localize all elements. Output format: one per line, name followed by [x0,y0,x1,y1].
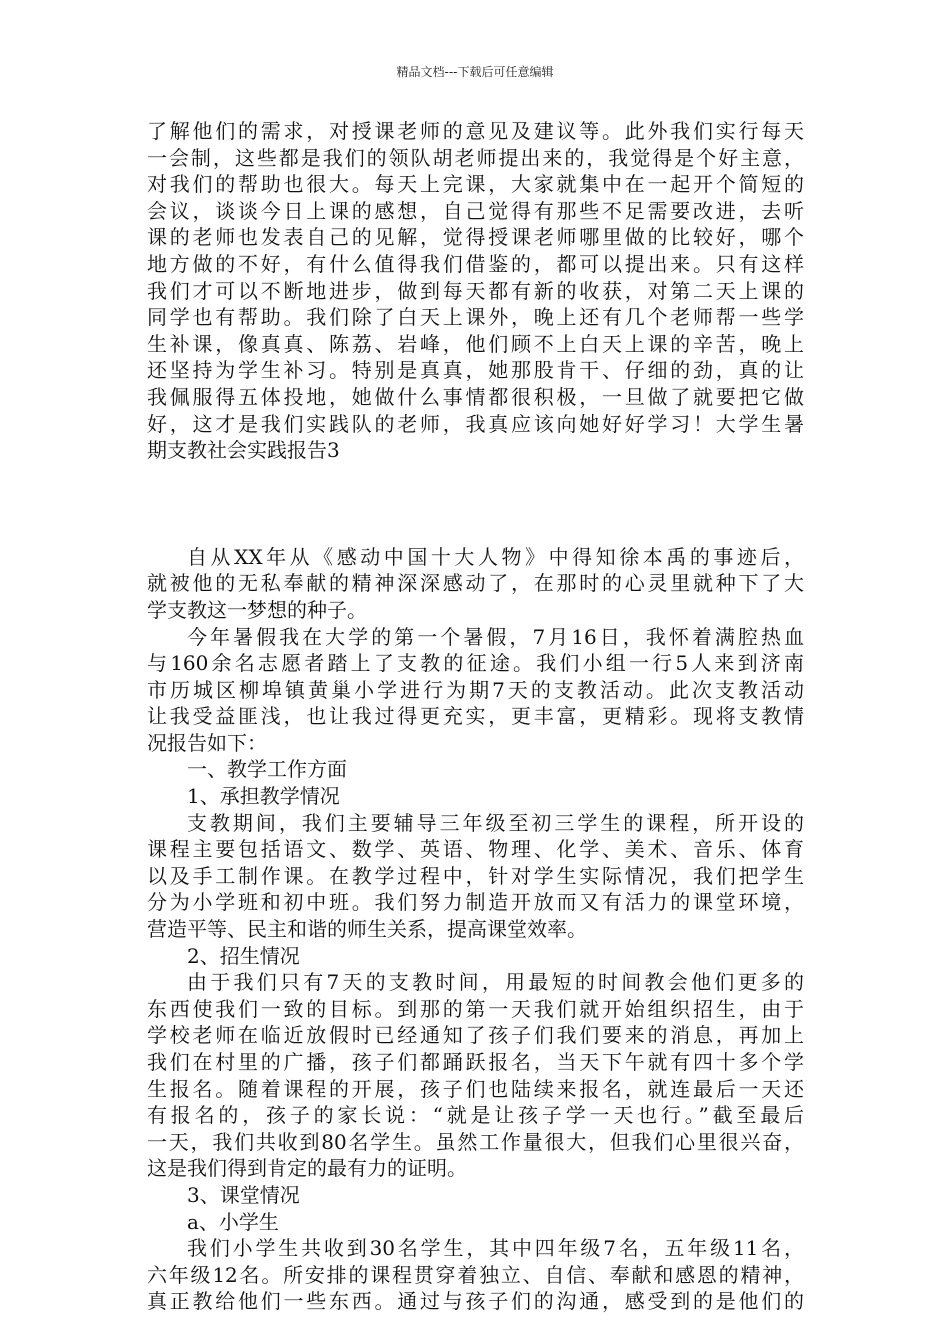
text-line: 真正教给他们一些东西。通过与孩子们的沟通，感受到的是他们的 [147,1289,804,1314]
text-line: 我佩服得五体投地，她做什么事情都很积极，一旦做了就要把它做 [147,384,804,409]
text-line: 地方做的不好，有什么值得我们借鉴的，都可以提出来。只有这样 [147,251,804,276]
text-line: 对我们的帮助也很大。每天上完课，大家就集中在一起开个简短的 [147,172,804,197]
document-body [147,118,804,1315]
text-line: 学支教这一梦想的种子。 [147,597,367,622]
text-line: 课程主要包括语文、数学、英语、物理、化学、美术、音乐、体育 [147,837,804,862]
text-line: 由于我们只有7天的支教时间，用最短的时间教会他们更多的 [187,970,804,995]
text-line: 这是我们得到肯定的最有力的证明。 [147,1156,467,1181]
text-line: a、小学生 [187,1209,279,1234]
text-line: 东西使我们一致的目标。到那的第一天我们就开始组织招生，由于 [147,996,804,1021]
page-header: 精品文档---下载后可任意编辑 [396,65,554,79]
text-line: 我们才可以不断地进步，做到每天都有新的收获，对第二天上课的 [147,278,804,303]
text-line: 会议，谈谈今日上课的感想，自己觉得有那些不足需要改进，去听 [147,198,804,223]
text-line: 课的老师也发表自己的见解，觉得授课老师哪里做的比较好，哪个 [147,225,804,250]
text-line: 让我受益匪浅，也让我过得更充实，更丰富，更精彩。现将支教情 [147,704,804,729]
text-line: 1、承担教学情况 [187,784,340,809]
text-line: 一、教学工作方面 [187,757,347,782]
text-line: 期支教社会实践报告3 [147,438,340,463]
text-line: 同学也有帮助。我们除了白天上课外，晚上还有几个老师帮一些学 [147,305,804,330]
text-line: 支教期间，我们主要辅导三年级至初三学生的课程，所开设的 [187,810,804,835]
text-line: 一天，我们共收到80名学生。虽然工作量很大，但我们心里很兴奋， [147,1129,804,1154]
text-line: 还坚持为学生补习。特别是真真，她那股肯干、仔细的劲，真的让 [147,358,804,383]
text-line: 营造平等、民主和谐的师生关系，提高课堂效率。 [147,917,587,942]
text-line: 今年暑假我在大学的第一个暑假，7月16日，我怀着满腔热血 [187,624,804,649]
text-line: 有报名的，孩子的家长说：“就是让孩子学一天也行。”截至最后 [147,1103,804,1128]
text-line: 好，这才是我们实践队的老师，我真应该向她好好学习！大学生暑 [147,411,804,436]
section-gap [147,464,804,544]
text-line: 2、招生情况 [187,943,300,968]
text-line: 分为小学班和初中班。我们努力制造开放而又有活力的课堂环境， [147,890,804,915]
text-line: 市历城区柳埠镇黄巢小学进行为期7天的支教活动。此次支教活动 [147,677,804,702]
paragraph-block-2 [147,544,804,1315]
text-line: 学校老师在临近放假时已经通知了孩子们我们要来的消息，再加上 [147,1023,804,1048]
text-line: 就被他的无私奉献的精神深深感动了，在那时的心灵里就种下了大 [147,571,804,596]
text-line: 了解他们的需求，对授课老师的意见及建议等。此外我们实行每天 [147,119,804,143]
text-line: 生报名。随着课程的开展，孩子们也陆续来报名，就连最后一天还 [147,1076,804,1101]
paragraph-block-1 [147,118,804,464]
text-line: 我们小学生共收到30名学生，其中四年级7名，五年级11名， [187,1236,804,1261]
text-line: 3、课堂情况 [187,1182,300,1207]
text-line: 一会制，这些都是我们的领队胡老师提出来的，我觉得是个好主意， [147,145,804,170]
text-line: 与160余名志愿者踏上了支教的征途。我们小组一行5人来到济南 [147,651,804,676]
text-line: 况报告如下： [147,730,267,755]
text-line: 我们在村里的广播，孩子们都踊跃报名，当天下午就有四十多个学 [147,1050,804,1074]
text-line: 六年级12名。所安排的课程贯穿着独立、自信、奉献和感恩的精神， [147,1262,804,1287]
text-line: 自从XX年从《感动中国十大人物》中得知徐本禹的事迹后， [187,544,804,569]
text-line: 生补课，像真真、陈荔、岩峰，他们顾不上白天上课的辛苦，晚上 [147,331,804,356]
text-line: 以及手工制作课。在教学过程中，针对学生实际情况，我们把学生 [147,863,804,888]
